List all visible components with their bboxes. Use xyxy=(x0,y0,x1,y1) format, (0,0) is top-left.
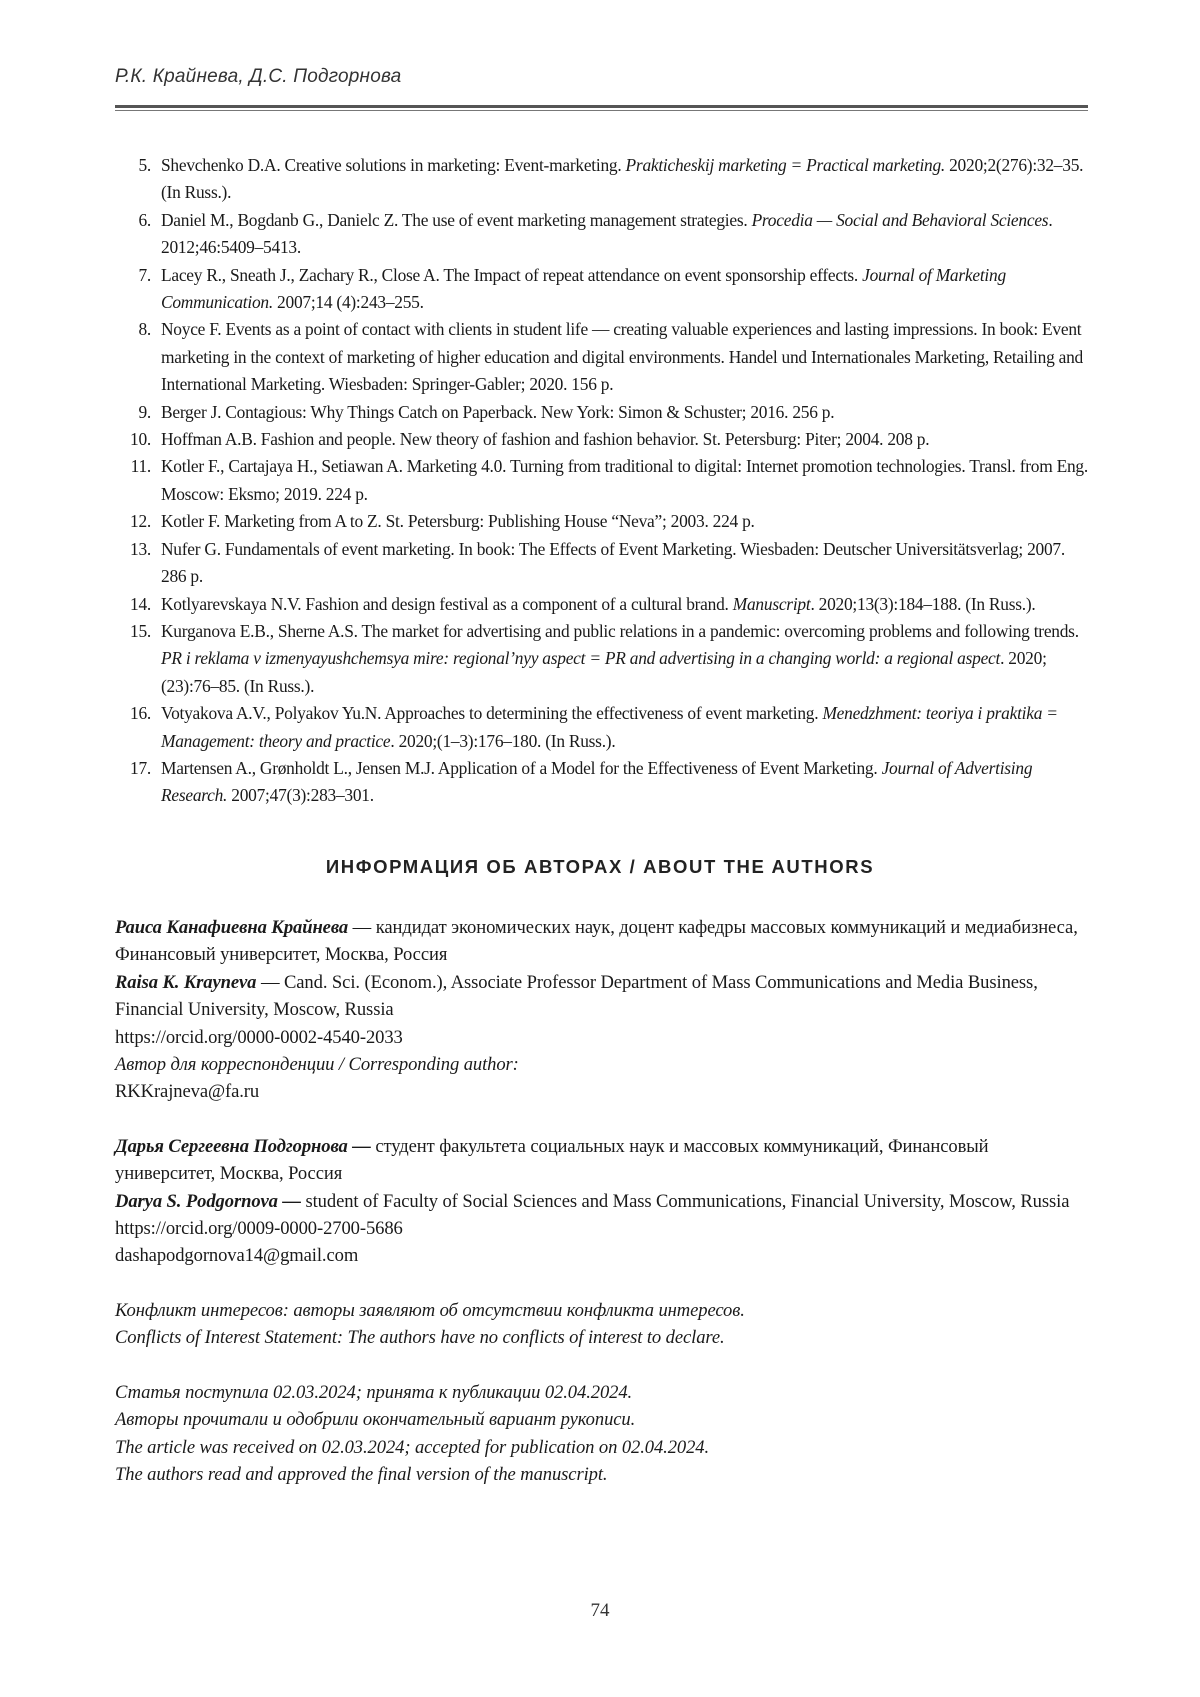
reference-journal: Manuscript xyxy=(732,593,811,614)
reference-item xyxy=(121,618,1089,700)
reference-journal: PR i reklama v izmenyayushchemsya mire: regional’nyy aspect = PR and advertising in a changing world: a regional aspect xyxy=(161,648,1001,669)
author-1-desc-en: — Cand. Sci. (Econom.), Associate Professor Department of Mass Communications and Media Business, Financial University, Moscow, Russia xyxy=(115,971,1038,1021)
conflict-statement-ru: Конфликт интересов: авторы заявляют об отсутствии конфликта интересов. xyxy=(115,1299,745,1321)
page-number: 74 xyxy=(590,1600,610,1621)
header-rule-thick xyxy=(115,105,1088,108)
reference-journal: Procedia — Social and Behavioral Sciences xyxy=(751,209,1049,230)
history-received-en: The article was received on 02.03.2024; accepted for publication on 02.04.2024. xyxy=(115,1436,710,1458)
author-2-orcid[interactable]: https://orcid.org/0009-0000-2700-5686 xyxy=(115,1218,403,1240)
reference-number: 9. xyxy=(138,401,151,422)
history-approved-ru: Авторы прочитали и одобрили окончательный вариант рукописи. xyxy=(115,1409,636,1431)
reference-item xyxy=(121,262,1089,317)
spacer xyxy=(115,1352,1090,1379)
reference-journal: Journal of Marketing Communication. xyxy=(161,264,1006,313)
reference-item xyxy=(121,453,1089,508)
reference-item xyxy=(121,755,1089,810)
author-1-name-ru: Раиса Канафиевна Крайнева xyxy=(115,917,349,938)
reference-text: Kotlyarevskaya N.V. Fashion and design festival as a component of a cultural brand. xyxy=(161,593,733,614)
author-2-desc-ru: студент факультета социальных наук и массовых коммуникаций, Финансовый университет, Москва, Россия xyxy=(115,1135,989,1185)
reference-item xyxy=(121,700,1089,755)
reference-number: 6. xyxy=(138,209,151,230)
reference-journal: Menedzhment: teoriya i praktika = Management: theory and practice xyxy=(161,703,1058,751)
reference-text: Daniel M., Bogdanb G., Danielc Z. The use of event marketing management strategies. xyxy=(161,209,752,230)
reference-list xyxy=(121,152,1089,810)
reference-details: 2007;47(3):283–301. xyxy=(227,785,374,806)
authors-block xyxy=(115,914,1090,1488)
author-2-desc-en: student of Faculty of Social Sciences and Mass Communications, Financial University, Moscow, Russia xyxy=(300,1190,1070,1212)
reference-details: 2020;2(276):32–35. (In Russ.). xyxy=(161,155,1084,203)
header-rule-thin xyxy=(115,110,1088,111)
running-head: Р.К. Крайнева, Д.С. Подгорнова xyxy=(115,66,402,87)
reference-number: 16. xyxy=(130,703,151,724)
reference-number: 7. xyxy=(138,264,151,285)
author-1-en xyxy=(115,969,1090,1024)
reference-text: Kotler F. Marketing from A to Z. St. Petersburg: Publishing House “Neva”; 2003. 224 p. xyxy=(161,511,755,532)
corresponding-author-label: Автор для корреспонденции / Corresponding author: xyxy=(115,1054,519,1076)
reference-text: Kotler F., Cartajaya H., Setiawan A. Marketing 4.0. Turning from traditional to digital: Internet promotion technologies. Transl. from Eng. Moscow: Eksmo; 2019. 224 p. xyxy=(161,456,1088,504)
reference-text: Nufer G. Fundamentals of event marketing. In book: The Effects of Event Marketing. Wiesbaden: Deutscher Universitätsverlag; 2007. 286 p. xyxy=(161,538,1065,587)
reference-item xyxy=(121,591,1089,618)
spacer xyxy=(115,1270,1090,1297)
reference-number: 17. xyxy=(130,757,151,778)
reference-details: . 2020;(1–3):176–180. (In Russ.). xyxy=(390,730,616,751)
reference-text: Votyakova A.V., Polyakov Yu.N. Approaches to determining the effectiveness of event marketing. xyxy=(161,703,823,724)
reference-text: Shevchenko D.A. Creative solutions in marketing: Event-marketing. xyxy=(161,155,626,175)
reference-item xyxy=(121,426,1089,453)
spacer xyxy=(115,1106,1090,1133)
reference-number: 8. xyxy=(138,319,151,340)
author-2-name-ru: Дарья Сергеевна Подгорнова — xyxy=(115,1135,371,1157)
reference-item xyxy=(121,152,1089,207)
reference-number: 11. xyxy=(130,456,151,477)
author-1-desc-ru: — кандидат экономических наук, доцент кафедры массовых коммуникаций и медиабизнеса, Финансовый университет, Москва, Россия xyxy=(115,917,1078,966)
author-2-ru xyxy=(115,1133,1090,1188)
reference-details: . 2020;13(3):184–188. (In Russ.). xyxy=(810,593,1036,614)
reference-number: 12. xyxy=(130,511,151,532)
reference-item xyxy=(121,508,1089,535)
author-2-email[interactable]: dashapodgornova14@gmail.com xyxy=(115,1245,359,1267)
reference-number: 13. xyxy=(130,538,151,559)
author-1-orcid[interactable]: https://orcid.org/0000-0002-4540-2033 xyxy=(115,1026,403,1048)
author-1-name-en: Raisa K. Krayneva xyxy=(115,971,257,993)
reference-text: Kurganova E.B., Sherne A.S. The market for advertising and public relations in a pandemic: overcoming problems and following trends. xyxy=(161,620,1079,641)
reference-item xyxy=(121,316,1089,398)
reference-text: Lacey R., Sneath J., Zachary R., Close A. The Impact of repeat attendance on event sponsorship effects. xyxy=(161,264,863,285)
reference-details: . 2020;(23):76–85. (In Russ.). xyxy=(161,648,1047,696)
reference-item xyxy=(121,399,1089,426)
reference-details: 2007;14 (4):243–255. xyxy=(272,292,424,313)
history-approved-en: The authors read and approved the final version of the manuscript. xyxy=(115,1463,608,1485)
author-1-ru xyxy=(115,914,1090,969)
reference-text: Noyce F. Events as a point of contact with clients in student life — creating valuable experiences and lasting impressions. In book: Event marketing in the context of marketing of higher education and digital environments. Handel und Internationales Marketing, Retailing and International Marketing. Wiesbaden: Springer-Gabler; 2020. 156 p. xyxy=(161,319,1083,395)
reference-number: 5. xyxy=(138,155,151,175)
conflict-statement-en: Conflicts of Interest Statement: The authors have no conflicts of interest to declare. xyxy=(115,1327,725,1349)
reference-number: 10. xyxy=(130,429,151,450)
author-2-name-en: Darya S. Podgornova — xyxy=(115,1190,301,1212)
section-heading: ИНФОРМАЦИЯ ОБ АВТОРАХ / ABOUT THE AUTHORS xyxy=(325,856,875,877)
reference-number: 14. xyxy=(130,593,151,614)
history-received-ru: Статья поступила 02.03.2024; принята к публикации 02.04.2024. xyxy=(115,1381,633,1403)
reference-item xyxy=(121,207,1089,262)
reference-journal: Prakticheskij marketing = Practical marketing. xyxy=(625,155,946,175)
reference-text: Berger J. Contagious: Why Things Catch on Paperback. New York: Simon & Schuster; 2016. 256 p. xyxy=(161,401,835,422)
reference-number: 15. xyxy=(130,620,151,641)
author-1-email[interactable]: RKKrajneva@fa.ru xyxy=(115,1081,260,1103)
reference-details: . 2012;46:5409–5413. xyxy=(161,209,1053,258)
reference-item xyxy=(121,536,1089,591)
author-2-en xyxy=(115,1188,1090,1215)
reference-text: Martensen A., Grønholdt L., Jensen M.J. Application of a Model for the Effectiveness of Event Marketing. xyxy=(161,757,882,778)
reference-journal: Journal of Advertising Research. xyxy=(161,757,1033,806)
reference-text: Hoffman A.B. Fashion and people. New theory of fashion and fashion behavior. St. Petersburg: Piter; 2004. 208 p. xyxy=(161,429,930,450)
